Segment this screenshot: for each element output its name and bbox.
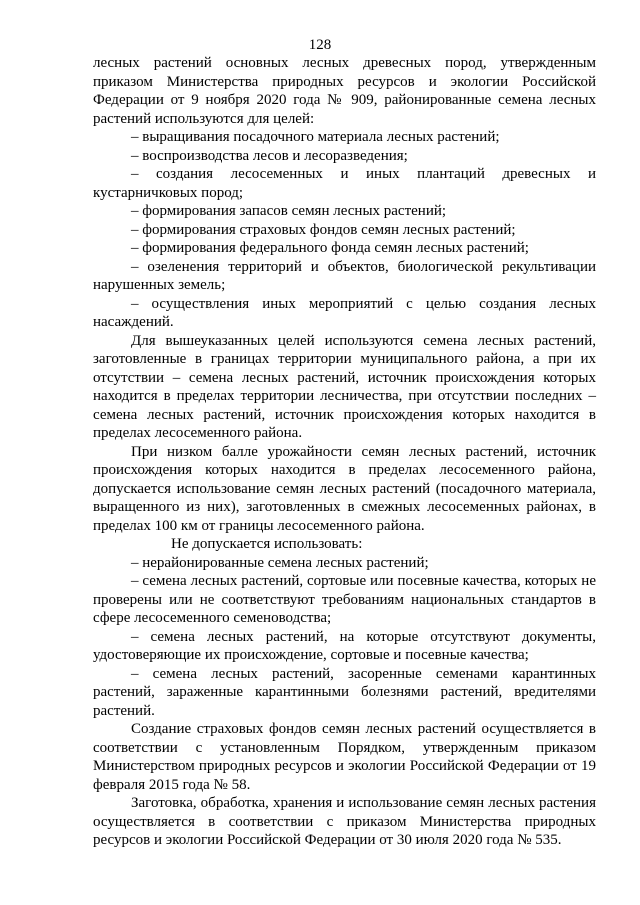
paragraph: – озеленения территорий и объектов, биологической рекультивации нарушенных земель;	[93, 258, 596, 293]
paragraph: – семена лесных растений, сортовые или посевные качества, которых не проверены или не соответствуют требованиям национальных стандартов в сфере лесосеменного семеноводства;	[93, 573, 596, 626]
paragraph: – нерайонированные семена лесных растений;	[131, 554, 429, 571]
paragraph: Заготовка, обработка, хранения и использование семян лесных растения осуществляется в соответствии с приказом Министерства природных ресурсов и экологии Российской Федерации от 30 июля 2020 года № 535.	[93, 795, 596, 848]
paragraph: – формирования страховых фондов семян лесных растений;	[131, 221, 516, 238]
section-lead: Не допускается использовать:	[171, 536, 363, 552]
paragraph: – семена лесных растений, засоренные семенами карантинных растений, зараженные карантинными болезнями растений, вредителями растений.	[93, 665, 596, 719]
paragraph: лесных растений основных лесных древесных пород, утвержденным приказом Министерства природных ресурсов и экологии Российской Федерации от 9 ноября 2020 года № 909, районированные семена лесных растений используются для целей:	[93, 55, 596, 127]
paragraph: – семена лесных растений, на которые отсутствуют документы, удостоверяющие их происхождение, сортовые и посевные качества;	[93, 628, 596, 663]
paragraph: Для вышеуказанных целей используются семена лесных растений, заготовленные в границах территории муниципального района, а при их отсутствии – семена лесных растений, источник происхождения которых находится в пределах территории лесничества, при отсутствии последних – семена лесных растений, источник происхождения которых находится в пределах лесосеменного района.	[93, 332, 596, 441]
paragraph: Создание страховых фондов семян лесных растений осуществляется в соответствии с установленным Порядком, утвержденным приказом Министерством природных ресурсов и экологии Российской Федерации от 19 февраля 2015 года № 58.	[93, 721, 596, 793]
page-number: 128	[308, 37, 332, 53]
document-body	[93, 54, 596, 850]
paragraph: – выращивания посадочного материала лесных растений;	[131, 129, 500, 145]
paragraph: При низком балле урожайности семян лесных растений, источник происхождения которых находится в пределах лесосеменного района, допускается использование семян лесных растений (посадочного материала, выращенного из них), заготовленных в смежных лесосеменных районах, в пределах 100 км от границы лесосеменного района.	[93, 443, 596, 534]
paragraph: – осуществления иных мероприятий с целью создания лесных насаждений.	[93, 295, 596, 330]
paragraph: – создания лесосеменных и иных плантаций древесных и кустарничковых пород;	[93, 166, 596, 201]
paragraph: – формирования запасов семян лесных растений;	[131, 203, 447, 219]
paragraph: – воспроизводства лесов и лесоразведения;	[131, 147, 408, 164]
paragraph: – формирования федерального фонда семян лесных растений;	[131, 240, 529, 256]
